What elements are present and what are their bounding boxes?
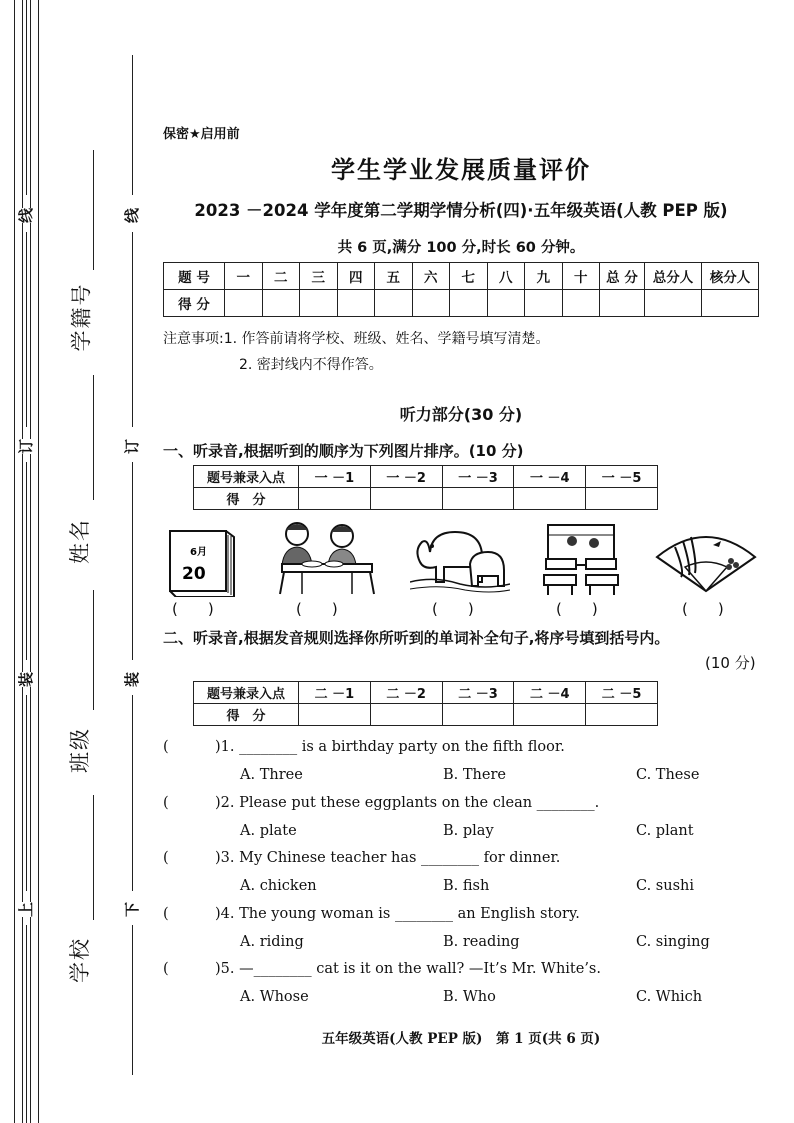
part2-heading: 二、听录音,根据发音规则选择你所听到的单词补全句子,将序号填到括号内。 xyxy=(163,629,670,647)
listening-heading: 听力部分(30 分) xyxy=(399,405,523,424)
seal-mark: 上 xyxy=(17,901,36,918)
seal-line xyxy=(132,232,133,427)
option-a: A. Three xyxy=(240,767,303,783)
score-input-cell[interactable] xyxy=(337,290,375,317)
score-input-cell[interactable] xyxy=(262,290,300,317)
record-table-cell: 一 －4 xyxy=(514,466,586,488)
seal-line xyxy=(132,695,133,891)
name-label: 姓名 xyxy=(68,518,92,564)
chinese-fan-picture xyxy=(655,527,757,593)
score-table xyxy=(163,262,759,317)
option-a: A. chicken xyxy=(240,878,317,894)
option-b: B. fish xyxy=(443,878,490,894)
question-5 xyxy=(163,961,601,977)
score-table-cell: 九 xyxy=(525,263,563,290)
class-field[interactable] xyxy=(93,590,94,710)
score-input-cell[interactable] xyxy=(487,290,525,317)
seal-mark: 装 xyxy=(123,671,142,688)
calendar-day: 20 xyxy=(182,564,206,584)
score-input-cell[interactable] xyxy=(442,488,514,510)
score-table-cell: 四 xyxy=(337,263,375,290)
answer-paren[interactable]: ( xyxy=(163,961,169,977)
score-input-cell[interactable] xyxy=(375,290,413,317)
option-c: C. singing xyxy=(636,934,710,950)
exam-subtitle: 2023 －2024 学年度第二学期学情分析(四)·五年级英语(人教 PEP 版) xyxy=(194,201,728,220)
option-c: C. Which xyxy=(636,989,703,1005)
calendar-picture xyxy=(168,527,238,597)
score-input-cell[interactable] xyxy=(514,704,586,726)
question-4 xyxy=(163,906,580,922)
score-input-cell[interactable] xyxy=(370,704,442,726)
record-table-cell: 二 －2 xyxy=(370,682,442,704)
answer-paren[interactable]: ( ) xyxy=(172,600,214,618)
option-b: B. Who xyxy=(443,989,496,1005)
seal-line xyxy=(26,462,27,660)
school-field[interactable] xyxy=(93,795,94,920)
score-input-cell[interactable] xyxy=(702,290,759,317)
answer-paren[interactable]: ( xyxy=(163,906,169,922)
score-input-cell[interactable] xyxy=(645,290,702,317)
option-b: B. reading xyxy=(443,934,520,950)
score-input-cell[interactable] xyxy=(299,704,371,726)
answer-paren[interactable]: ( xyxy=(163,850,169,866)
part1-record-table xyxy=(193,465,658,510)
family-dinner-picture xyxy=(272,520,377,595)
score-table-cell: 六 xyxy=(412,263,450,290)
record-table-row xyxy=(194,466,658,488)
answer-paren[interactable]: ( ) xyxy=(432,600,474,618)
question-3 xyxy=(163,850,560,866)
question-stem: )1. ________ is a birthday party on the fifth floor. xyxy=(215,739,565,755)
score-table-cell: 得 分 xyxy=(164,290,225,317)
student-id-field[interactable] xyxy=(93,150,94,270)
score-table-cell: 题 号 xyxy=(164,263,225,290)
seal-line xyxy=(26,695,27,891)
page-title: 学生学业发展质量评价 xyxy=(331,156,591,184)
option-b: B. There xyxy=(443,767,506,783)
seal-line xyxy=(26,232,27,427)
record-table-cell: 一 －3 xyxy=(442,466,514,488)
record-table-cell: 二 －5 xyxy=(586,682,658,704)
question-stem: )4. The young woman is ________ an English story. xyxy=(215,906,580,922)
answer-paren[interactable]: ( ) xyxy=(682,600,724,618)
score-input-cell[interactable] xyxy=(514,488,586,510)
question-2 xyxy=(163,795,599,811)
seal-mark: 装 xyxy=(17,671,36,688)
score-table-cell: 七 xyxy=(450,263,488,290)
part1-heading: 一、听录音,根据听到的顺序为下列图片排序。(10 分) xyxy=(163,442,524,460)
part2-record-table xyxy=(193,681,658,726)
option-b: B. play xyxy=(443,823,494,839)
seal-line xyxy=(26,0,27,195)
answer-paren[interactable]: ( xyxy=(163,739,169,755)
score-table-cell: 五 xyxy=(375,263,413,290)
name-field[interactable] xyxy=(93,375,94,500)
score-input-cell[interactable] xyxy=(225,290,263,317)
record-table-cell: 一 －2 xyxy=(370,466,442,488)
score-table-cell: 二 xyxy=(262,263,300,290)
answer-paren[interactable]: ( ) xyxy=(296,600,338,618)
record-table-row xyxy=(194,488,658,510)
seal-mark: 订 xyxy=(123,438,142,455)
score-table-cell: 总 分 xyxy=(600,263,645,290)
option-c: C. sushi xyxy=(636,878,694,894)
record-table-cell: 一 －1 xyxy=(299,466,371,488)
seal-line xyxy=(26,925,27,1123)
note-line: 2. 密封线内不得作答。 xyxy=(239,357,383,373)
seal-line xyxy=(132,925,133,1075)
score-input-cell[interactable] xyxy=(370,488,442,510)
seal-mark: 线 xyxy=(123,207,142,224)
note-line: 注意事项:1. 作答前请将学校、班级、姓名、学籍号填写清楚。 xyxy=(163,331,550,347)
option-a: A. plate xyxy=(240,823,297,839)
calendar-month: 6月 xyxy=(190,547,207,558)
class-label: 班级 xyxy=(68,727,92,773)
question-stem: )3. My Chinese teacher has ________ for dinner. xyxy=(215,850,561,866)
option-c: C. plant xyxy=(636,823,694,839)
record-table-cell: 题号兼录入点 xyxy=(194,466,299,488)
elephants-picture xyxy=(410,522,510,594)
score-input-cell[interactable] xyxy=(525,290,563,317)
option-c: C. These xyxy=(636,767,700,783)
exam-info: 共 6 页,满分 100 分,时长 60 分钟。 xyxy=(337,240,585,256)
question-stem: )2. Please put these eggplants on the clean ________. xyxy=(215,795,600,811)
score-table-cell: 总分人 xyxy=(645,263,702,290)
record-table-cell: 二 －1 xyxy=(299,682,371,704)
binding-line xyxy=(38,0,39,1123)
score-input-cell[interactable] xyxy=(299,488,371,510)
option-a: A. Whose xyxy=(240,989,309,1005)
seal-mark: 线 xyxy=(17,207,36,224)
score-table-cell: 三 xyxy=(300,263,338,290)
question-stem: )5. —________ cat is it on the wall? —It’s Mr. White’s. xyxy=(215,961,601,977)
record-table-row xyxy=(194,682,658,704)
score-table-cell: 一 xyxy=(225,263,263,290)
option-a: A. riding xyxy=(240,934,304,950)
score-table-header-row xyxy=(164,263,759,290)
school-label: 学校 xyxy=(68,937,92,983)
record-table-cell: 二 －4 xyxy=(514,682,586,704)
confidential-mark: 保密★启用前 xyxy=(163,127,240,142)
score-input-cell[interactable] xyxy=(562,290,600,317)
student-id-label: 学籍号 xyxy=(69,282,94,352)
answer-paren[interactable]: ( ) xyxy=(556,600,598,618)
score-input-cell[interactable] xyxy=(600,290,645,317)
seal-mark: 下 xyxy=(123,901,142,918)
seal-mark: 订 xyxy=(17,438,36,455)
record-table-cell: 得 分 xyxy=(194,488,299,510)
record-table-cell: 一 －5 xyxy=(586,466,658,488)
binding-line xyxy=(30,0,31,1123)
score-table-score-row xyxy=(164,290,759,317)
score-input-cell[interactable] xyxy=(586,488,658,510)
score-input-cell[interactable] xyxy=(442,704,514,726)
score-table-cell: 八 xyxy=(487,263,525,290)
answer-paren[interactable]: ( xyxy=(163,795,169,811)
record-table-cell: 得 分 xyxy=(194,704,299,726)
score-table-cell: 核分人 xyxy=(702,263,759,290)
binding-line xyxy=(22,0,23,1123)
score-input-cell[interactable] xyxy=(300,290,338,317)
classroom-picture xyxy=(542,521,622,595)
record-table-cell: 二 －3 xyxy=(442,682,514,704)
page-footer: 五年级英语(人教 PEP 版) 第 1 页(共 6 页) xyxy=(321,1031,601,1047)
score-input-cell[interactable] xyxy=(450,290,488,317)
score-input-cell[interactable] xyxy=(412,290,450,317)
part2-points: (10 分) xyxy=(705,654,756,672)
score-table-cell: 十 xyxy=(562,263,600,290)
question-1 xyxy=(163,739,565,755)
seal-line xyxy=(132,55,133,195)
binding-line xyxy=(14,0,15,1123)
notes xyxy=(163,326,550,378)
seal-line xyxy=(132,462,133,660)
score-input-cell[interactable] xyxy=(586,704,658,726)
record-table-cell: 题号兼录入点 xyxy=(194,682,299,704)
record-table-row xyxy=(194,704,658,726)
